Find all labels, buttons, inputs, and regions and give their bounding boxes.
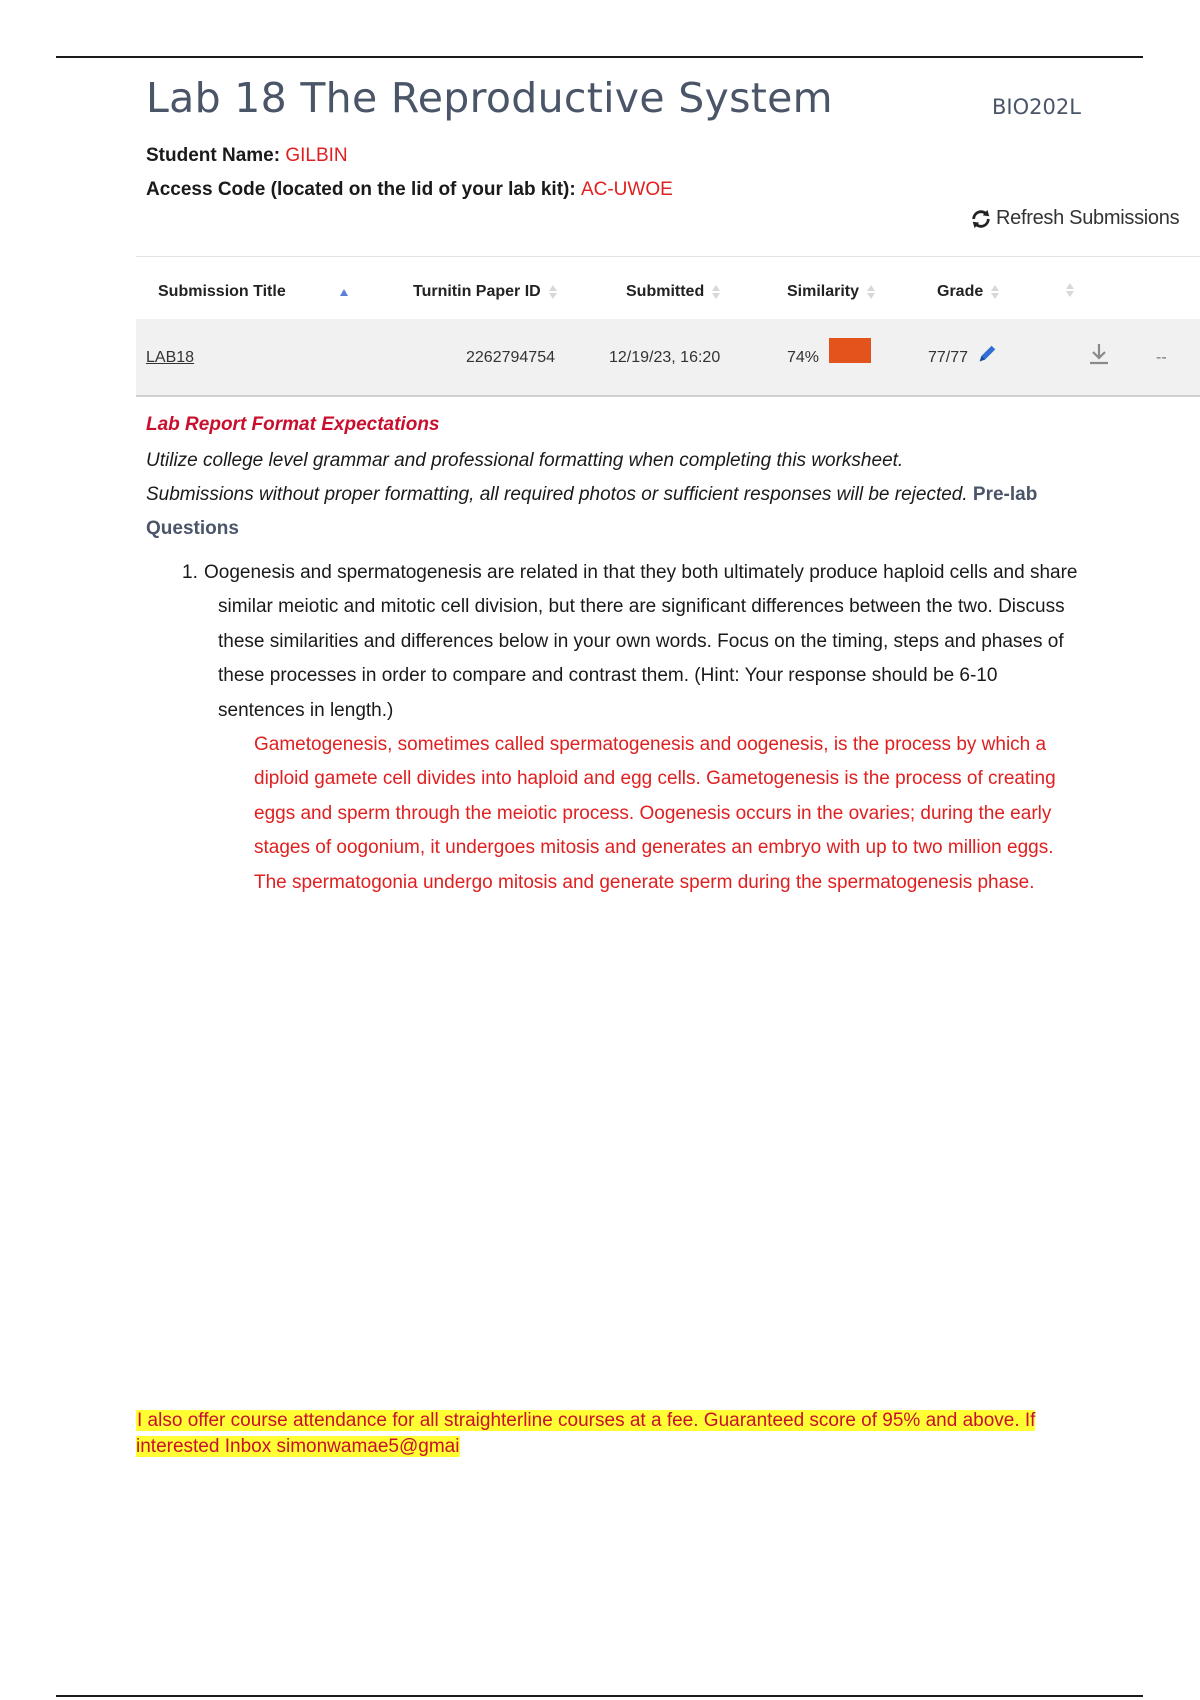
promo-note [136, 1408, 1096, 1460]
more-options-button[interactable]: -- [1156, 349, 1167, 366]
col-actions-sort[interactable] [1058, 283, 1074, 297]
refresh-submissions-button[interactable] [970, 207, 1179, 230]
sort-ascending-icon [340, 289, 348, 296]
question-list [182, 556, 1082, 900]
col-paper-id[interactable] [413, 283, 557, 301]
pencil-icon [976, 343, 998, 365]
bottom-rule [56, 1695, 1143, 1697]
table-row [136, 319, 1200, 397]
student-name-value: GILBIN [285, 145, 348, 166]
sort-icon [1066, 283, 1074, 297]
similarity-report-button[interactable] [829, 338, 871, 363]
prelab-heading: Pre-lab Questions [146, 484, 1038, 539]
edit-grade-button[interactable] [976, 343, 998, 370]
refresh-label: Refresh Submissions [996, 207, 1180, 229]
access-code-value: AC-UWOE [580, 179, 673, 200]
submissions-table [136, 256, 1200, 397]
col-submission-title-label: Submission Title [158, 283, 286, 300]
question-number: 1. [182, 562, 198, 583]
similarity-value: 74% [787, 349, 820, 366]
paper-id-value: 2262794754 [466, 349, 555, 366]
access-code-label: Access Code (located on the lid of your lab kit): [146, 179, 576, 200]
course-code: BIO202L [992, 95, 1081, 119]
page-title: Lab 18 The Reproductive System [146, 74, 833, 122]
col-grade[interactable] [937, 283, 999, 301]
col-similarity[interactable] [787, 283, 875, 301]
table-header [136, 257, 1200, 319]
top-rule [56, 56, 1143, 58]
col-submitted[interactable] [626, 283, 720, 301]
col-submission-title[interactable] [158, 283, 348, 301]
promo-highlight: I also offer course attendance for all straighterline courses at a fee. Guaranteed score of 95% and above. If interested Inbox simonwamae5@gmai [136, 1410, 1036, 1457]
col-similarity-label: Similarity [787, 283, 860, 300]
download-icon [1088, 342, 1110, 366]
grade-value: 77/77 [928, 349, 969, 366]
question-text: Oogenesis and spermatogenesis are related in that they both ultimately produce haploid cells and share similar meiotic and mitotic cell division, but there are significant differences between the two. Discuss these similarities and differences below in your own words. Focus on the timing, steps and phases of these processes in order to compare and contrast them. (Hint: Your response should be 6-10 sentences in length.) [204, 562, 1078, 721]
answer-text: Gametogenesis, sometimes called spermatogenesis and oogenesis, is the process by which a diploid gamete cell divides into haploid and egg cells. Gametogenesis is the process of creating eggs and sperm through the meiotic process. Oogenesis occurs in the ovaries; during the early stages of oogonium, it undergoes mitosis and generates an embryo with up to two million eggs. The spermatogonia undergo mitosis and generate sperm during the spermatogenesis phase. [254, 734, 1056, 893]
refresh-icon [970, 208, 992, 230]
sort-icon [991, 285, 999, 299]
expectations-text [146, 444, 1086, 546]
expectations-line1: Utilize college level grammar and professional formatting when completing this worksheet. [146, 450, 904, 471]
download-button[interactable] [1088, 342, 1110, 371]
list-item [182, 556, 1082, 900]
col-submitted-label: Submitted [626, 283, 705, 300]
expectations-heading: Lab Report Format Expectations [146, 414, 440, 435]
expectations-line2: Submissions without proper formatting, all required photos or sufficient responses will be rejected. [146, 484, 968, 505]
sort-icon [549, 285, 557, 299]
student-name-line [146, 145, 348, 167]
sort-icon [867, 285, 875, 299]
submission-title-link[interactable]: LAB18 [146, 349, 195, 366]
col-paper-id-label: Turnitin Paper ID [413, 283, 541, 300]
access-code-line [146, 179, 673, 201]
student-name-label: Student Name: [146, 145, 281, 166]
col-grade-label: Grade [937, 283, 984, 300]
sort-icon [712, 285, 720, 299]
submitted-value: 12/19/23, 16:20 [609, 349, 721, 366]
